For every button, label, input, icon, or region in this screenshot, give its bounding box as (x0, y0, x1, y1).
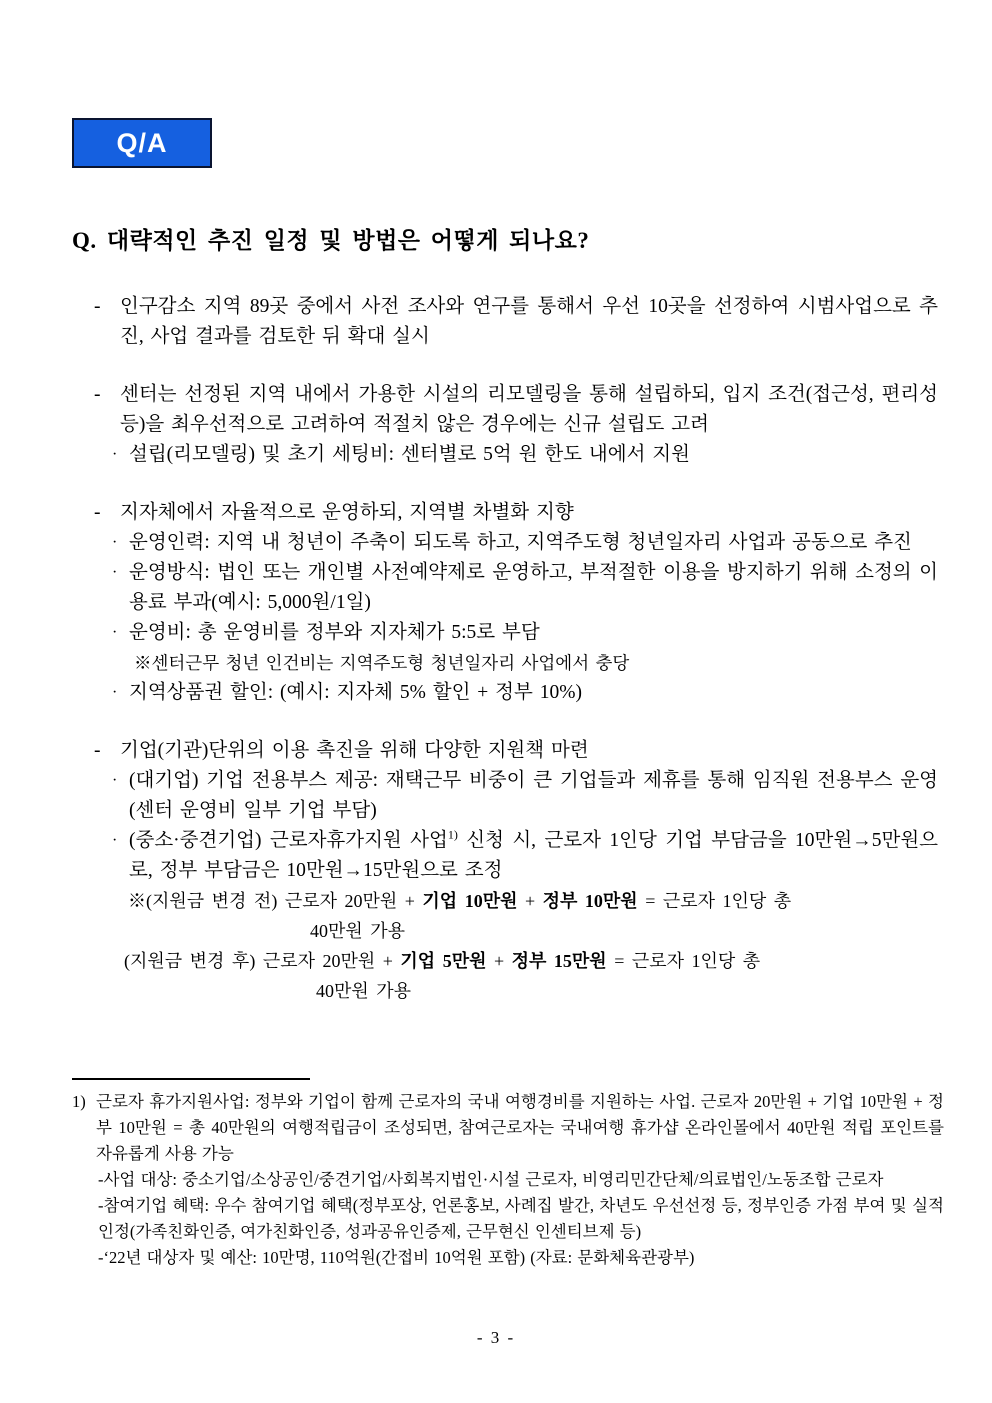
bullet-pilot-selection (72, 292, 938, 352)
note-line (124, 946, 938, 976)
subitem-operation-method (72, 558, 938, 618)
subitem-text-pre: (중소·중견기업) 근로자휴가지원 사업 (129, 830, 448, 851)
paragraph-pilot-selection (72, 292, 938, 352)
subitem-operation-cost (72, 618, 938, 648)
footnote-target: -사업 대상: 중소기업/소상공인/중견기업/사회복지법인·시설 근로자, 비영리민간단체/의료법인/노동조합 근로자 (98, 1170, 884, 1189)
paragraph-operation (72, 498, 938, 708)
dot-marker: · (112, 564, 118, 581)
subitem-text: 운영비: 총 운영비를 정부와 지자체가 5:5로 부담 (129, 622, 540, 643)
question-heading: Q. 대략적인 추진 일정 및 방법은 어떻게 되나요? (72, 228, 590, 253)
subitem-text: 운영인력: 지역 내 청년이 주축이 되도록 하고, 지역주도형 청년일자리 사업과 공동으로 추진 (129, 532, 912, 553)
bullet-operation (72, 498, 938, 528)
qa-badge-label: Q/A (116, 127, 168, 158)
dot-marker: · (112, 534, 118, 551)
note-subsidy-after (72, 946, 938, 1006)
paragraph-company-support (72, 736, 938, 1006)
note-continuation: 40만원 가용 (316, 981, 412, 1001)
note-bold-government: 정부 15만원 (511, 951, 607, 971)
dash-marker: - (94, 384, 101, 405)
note-text: = 근로자 1인당 총 (637, 891, 792, 911)
note-text: + (517, 891, 543, 911)
subitem-local-voucher (72, 678, 938, 708)
dash-marker: - (94, 740, 101, 761)
footnote-budget: -‘22년 대상자 및 예산: 10만명, 110억원(간접비 10억원 포함) (자료: 문화체육관광부) (98, 1248, 695, 1267)
subitem-text: 운영방식: 법인 또는 개인별 사전예약제로 운영하고, 부적절한 이용을 방지하기 위해 소정의 이용료 부과(예시: 5,000원/1일) (129, 562, 938, 613)
subitem-text: 설립(리모델링) 및 초기 세팅비: 센터별로 5억 원 한도 내에서 지원 (129, 444, 690, 465)
note-subsidy-before (72, 886, 938, 946)
dot-marker: · (112, 832, 118, 849)
bullet-text: 지자체에서 자율적으로 운영하되, 지역별 차별화 지향 (120, 502, 574, 523)
footnote-benefit: -참여기업 혜택: 우수 참여기업 혜택(정부포상, 언론홍보, 사례집 발간, 차년도 우선선정 등, 정부인증 가점 부여 및 실적 인정(가족친화인증, 여가친화인증, 성과공유인증제, 근무현신 인센티브제 등) (98, 1196, 944, 1241)
subitem-text (129, 826, 938, 886)
subitem-text-post: 신청 시, 근로자 1인당 기업 부담금을 10만원→5만원으로, 정부 부담금은 10만원→15만원으로 조정 (129, 830, 938, 881)
note-text: + (486, 951, 512, 971)
bullet-company-support (72, 736, 938, 766)
subitem-large-company (72, 766, 938, 826)
footnote-area (72, 1078, 944, 1271)
note-bold-government: 정부 10만원 (542, 891, 638, 911)
dot-marker: · (112, 684, 118, 701)
subitem-text: 지역상품권 할인: (예시: 지자체 5% 할인 + 정부 10%) (129, 682, 582, 703)
note-continuation: 40만원 가용 (310, 921, 406, 941)
bullet-center-setup (72, 380, 938, 440)
bullet-text: 인구감소 지역 89곳 중에서 사전 조사와 연구를 통해서 우선 10곳을 선정하여 시범사업으로 추진, 사업 결과를 검토한 뒤 확대 실시 (120, 296, 938, 347)
note-text: = 근로자 1인당 총 (606, 951, 761, 971)
footnote-separator (72, 1078, 310, 1080)
subitem-staffing (72, 528, 938, 558)
subitem-setup-cost (72, 440, 938, 470)
note-text: ※(지원금 변경 전) 근로자 20만원 + (128, 891, 423, 911)
bullet-text: 센터는 선정된 지역 내에서 가용한 시설의 리모델링을 통해 설립하되, 입지 조건(접근성, 편리성 등)을 최우선적으로 고려하여 적절치 않은 경우에는 신규 설립도 고려 (120, 384, 938, 435)
dash-marker: - (94, 296, 101, 317)
dot-marker: · (112, 446, 118, 463)
footnote-number: 1) (72, 1092, 86, 1111)
note-text: (지원금 변경 후) 근로자 20만원 + (124, 951, 401, 971)
note-labor-cost: ※센터근무 청년 인건비는 지역주도형 청년일자리 사업에서 충당 (134, 653, 630, 673)
note-bold-company: 기업 10만원 (422, 891, 518, 911)
note-bold-company: 기업 5만원 (400, 951, 487, 971)
bullet-text: 기업(기관)단위의 이용 촉진을 위해 다양한 지원책 마련 (120, 740, 589, 761)
dot-marker: · (112, 772, 118, 789)
dash-marker: - (94, 502, 101, 523)
subitem-sme-company (72, 826, 938, 886)
qa-badge (72, 118, 212, 168)
subitem-text: (대기업) 기업 전용부스 제공: 재택근무 비중이 큰 기업들과 제휴를 통해 임직원 전용부스 운영(센터 운영비 일부 기업 부담) (129, 770, 938, 821)
answer-body (72, 292, 938, 1006)
footnote-text: 근로자 휴가지원사업: 정부와 기업이 함께 근로자의 국내 여행경비를 지원하는 사업. 근로자 20만원 + 기업 10만원 + 정부 10만원 = 총 40만원의 여행적립금이 조성되면, 참여근로자는 국내여행 휴가샵 온라인몰에서 40만원 적립 포인트를 자유롭게 사용 가능 (96, 1092, 944, 1163)
page-number: - 3 - (476, 1328, 516, 1347)
footnote-reference: 1) (447, 827, 458, 842)
paragraph-center-setup (72, 380, 938, 470)
dot-marker: · (112, 624, 118, 641)
note-line (128, 886, 938, 916)
footnote-vacation-program (72, 1089, 944, 1167)
